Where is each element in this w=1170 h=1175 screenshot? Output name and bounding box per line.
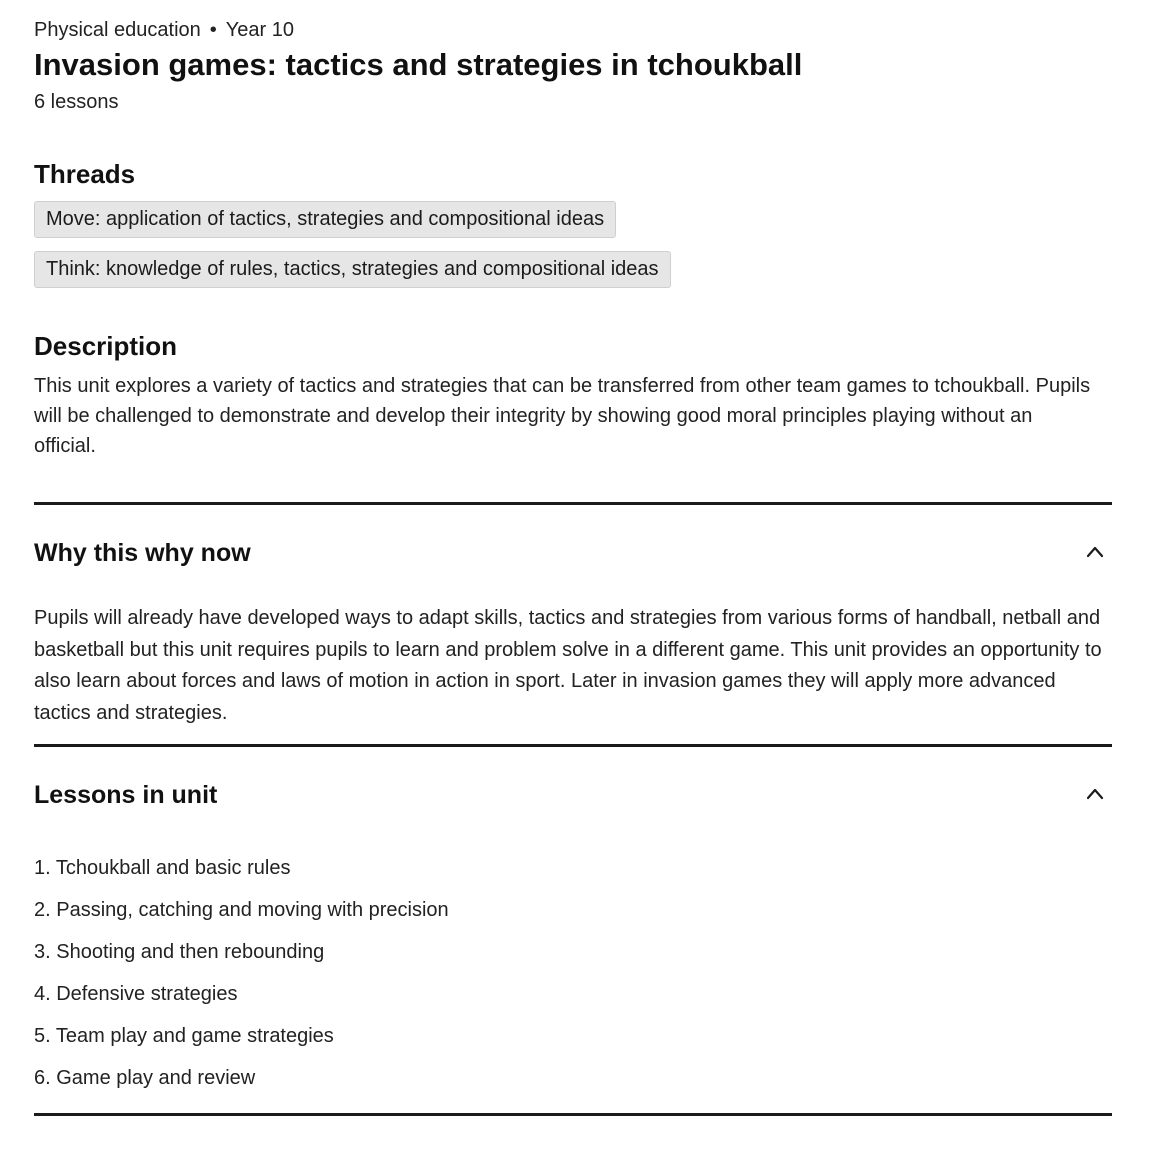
thread-tag-think: Think: knowledge of rules, tactics, strategies and compositional ideas <box>34 251 671 288</box>
thread-tag-move: Move: application of tactics, strategies and compositional ideas <box>34 201 616 238</box>
lessons-in-unit-toggle[interactable] <box>34 773 1112 817</box>
threads-heading: Threads <box>34 159 136 189</box>
description-text: This unit explores a variety of tactics and strategies that can be transferred from other team games to tchoukball. Pupils will be challenged to demonstrate and develop their integrity by showing good moral principles playing without an official. <box>34 375 1091 457</box>
why-this-why-now-heading: Why this why now <box>34 539 251 567</box>
lessons-in-unit-heading: Lessons in unit <box>34 781 218 809</box>
divider <box>34 502 1112 505</box>
breadcrumb-subject: Physical education <box>34 19 201 41</box>
lesson-item[interactable]: 4. Defensive strategies <box>34 983 238 1005</box>
description-heading: Description <box>34 331 178 361</box>
page-title: Invasion games: tactics and strategies in tchoukball <box>34 47 803 82</box>
breadcrumb-separator: • <box>209 19 217 41</box>
lesson-count: 6 lessons <box>34 91 119 113</box>
breadcrumb <box>34 16 294 44</box>
chevron-up-icon[interactable] <box>1084 541 1106 563</box>
why-this-why-now-text: Pupils will already have developed ways to adapt skills, tactics and strategies from various forms of handball, netball and basketball but this unit requires pupils to learn and problem solve in a different game. This unit provides an opportunity to also learn about forces and laws of motion in action in sport. Later in invasion games they will apply more advanced tactics and strategies. <box>34 607 1102 724</box>
lessons-list <box>34 848 449 1100</box>
lesson-item[interactable]: 2. Passing, catching and moving with precision <box>34 899 449 921</box>
divider <box>34 1113 1112 1116</box>
lesson-item[interactable]: 6. Game play and review <box>34 1067 256 1089</box>
lesson-item[interactable]: 3. Shooting and then rebounding <box>34 941 325 963</box>
why-this-why-now-toggle[interactable] <box>34 531 1112 575</box>
chevron-up-icon[interactable] <box>1084 783 1106 805</box>
lesson-item[interactable]: 1. Tchoukball and basic rules <box>34 857 291 879</box>
lesson-item[interactable]: 5. Team play and game strategies <box>34 1025 334 1047</box>
breadcrumb-year: Year 10 <box>225 19 295 41</box>
divider <box>34 744 1112 747</box>
